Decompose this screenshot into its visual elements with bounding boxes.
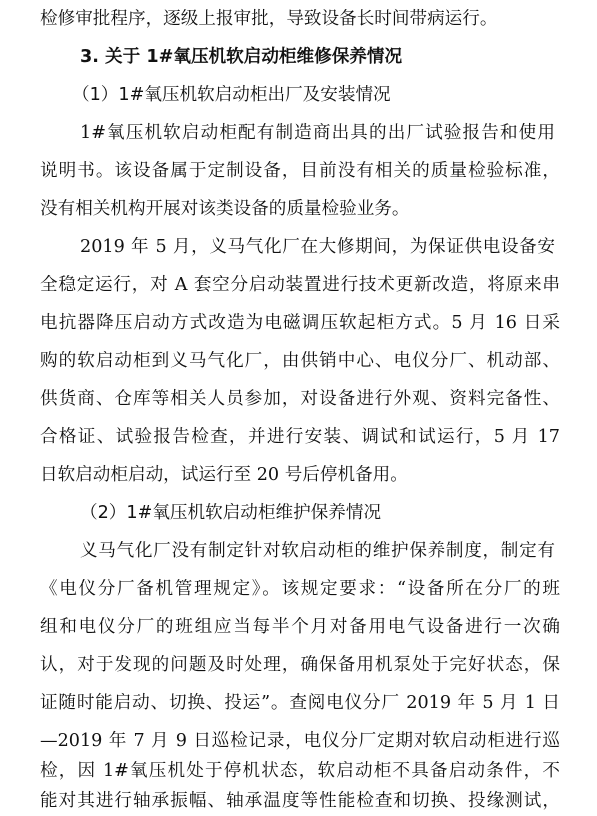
paragraph-line: 购的软启动柜到义马气化厂，由供销中心、电仪分厂、机动部、: [40, 351, 560, 371]
paragraph-line: —2019 年 7 月 9 日巡检记录，电仪分厂定期对软启动柜进行巡: [40, 731, 560, 751]
paragraph-line: 合格证、试验报告检查，并进行安装、调试和试运行，5 月 17: [40, 427, 560, 447]
paragraph-line: 组和电仪分厂的班组应当每半个月对备用电气设备进行一次确: [40, 617, 560, 637]
paragraph-line: 检修审批程序，逐级上报审批，导致设备长时间带病运行。: [40, 9, 498, 29]
paragraph-line: 证随时能启动、切换、投运”。查阅电仪分厂 2019 年 5 月 1 日: [40, 693, 560, 713]
paragraph-line: 供货商、仓库等相关人员参加，对设备进行外观、资料完备性、: [40, 389, 560, 409]
paragraph-line: 2019 年 5 月，义马气化厂在大修期间，为保证供电设备安: [80, 237, 555, 257]
paragraph-line: 说明书。该设备属于定制设备，目前没有相关的质量检验标准，: [40, 161, 560, 181]
section-heading: 3. 关于 1#氧压机软启动柜维修保养情况: [80, 47, 403, 67]
paragraph-line: 电抗器降压启动方式改造为电磁调压软起柜方式。5 月 16 日采: [40, 313, 560, 333]
subsection-heading: （2）1#氧压机软启动柜维护保养情况: [80, 503, 382, 523]
paragraph-line: 全稳定运行，对 A 套空分启动装置进行技术更新改造，将原来串: [40, 275, 560, 295]
paragraph-line: 义马气化厂没有制定针对软启动柜的维护保养制度，制定有: [80, 541, 555, 561]
paragraph-line: 日软启动柜启动，试运行至 20 号后停机备用。: [40, 465, 408, 485]
paragraph-line: 检，因 1#氧压机处于停机状态，软启动柜不具备启动条件，不: [40, 761, 560, 781]
subsection-heading: （1）1#氧压机软启动柜出厂及安装情况: [72, 85, 391, 105]
paragraph-line: 没有相关机构开展对该类设备的质量检验业务。: [40, 199, 410, 219]
paragraph-line: 能对其进行轴承振幅、轴承温度等性能检查和切换、投缘测试，: [40, 791, 560, 811]
paragraph-line: 认，对于发现的问题及时处理，确保备用机泵处于完好状态，保: [40, 655, 560, 675]
paragraph-line: 《电仪分厂备机管理规定》。该规定要求：“设备所在分厂的班: [40, 579, 560, 599]
paragraph-line: 1#氧压机软启动柜配有制造商出具的出厂试验报告和使用: [80, 123, 555, 143]
